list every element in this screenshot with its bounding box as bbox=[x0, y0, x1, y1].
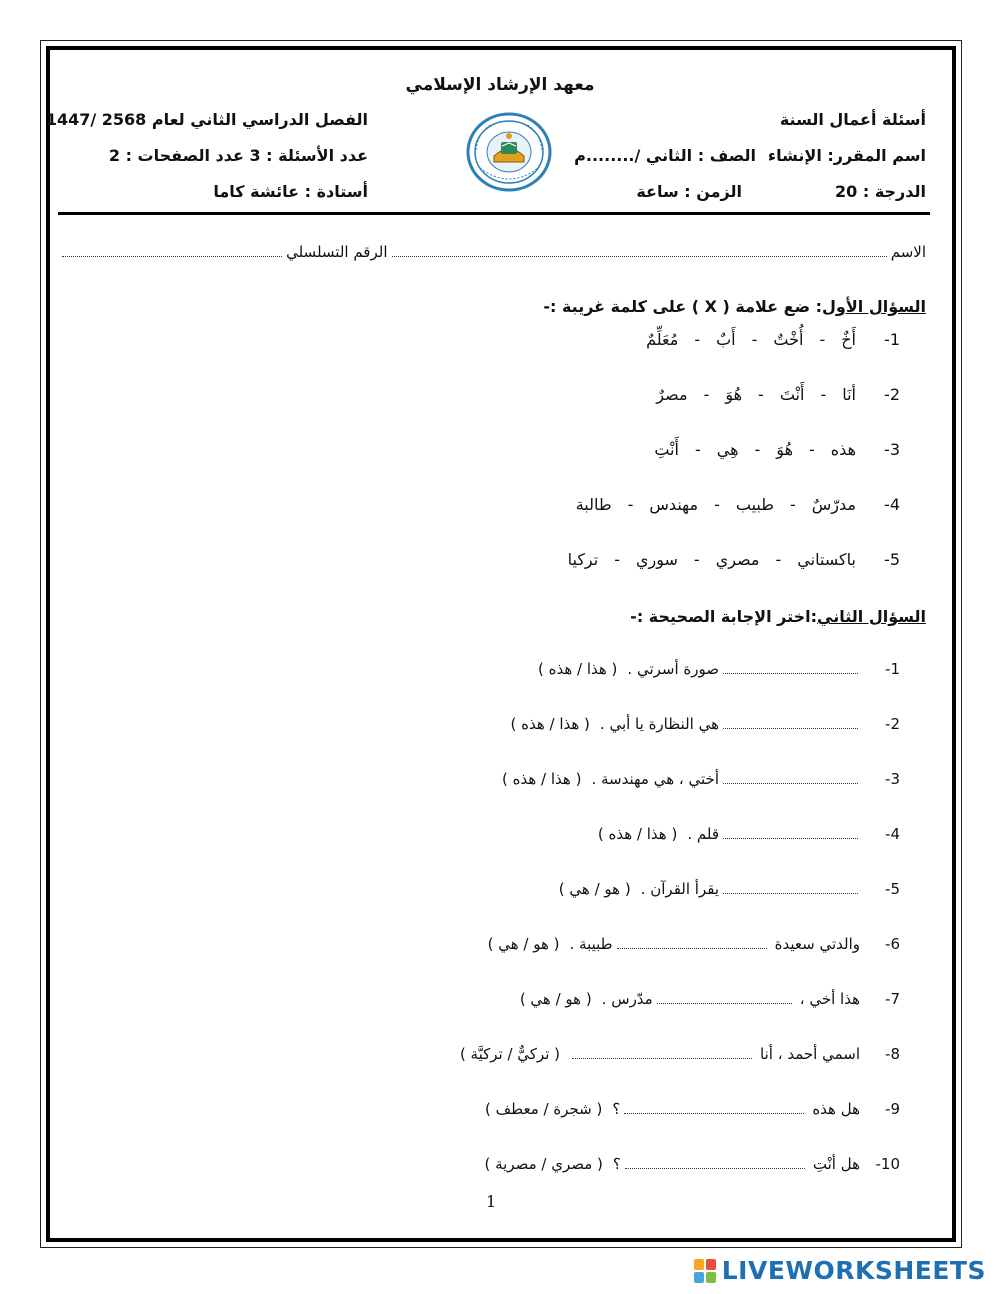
question2-choices[interactable]: ( هذا / هذه ) bbox=[510, 715, 590, 733]
question1-word-option[interactable]: أَنْتَ bbox=[779, 385, 805, 404]
question1-word-option[interactable]: مدرّسٌ bbox=[811, 495, 856, 514]
answer-blank[interactable] bbox=[723, 663, 858, 674]
question1-word-option[interactable]: مصرٌ bbox=[656, 385, 688, 404]
question2-instruction: :اختر الإجابة الصحيحة :- bbox=[630, 607, 818, 626]
question2-item bbox=[484, 1155, 900, 1173]
question1-item bbox=[560, 550, 900, 569]
answer-blank[interactable] bbox=[617, 938, 767, 949]
question1-word-option[interactable]: أَنْتِ bbox=[654, 440, 679, 459]
question2-choices[interactable]: ( هذا / هذه ) bbox=[502, 770, 582, 788]
liveworksheets-logo-icon bbox=[694, 1259, 716, 1283]
question2-item bbox=[488, 935, 900, 953]
word-separator: - bbox=[751, 330, 758, 349]
question2-text-after: أختي ، هي مهندسة . bbox=[591, 770, 719, 788]
question1-item-number: 1- bbox=[884, 330, 900, 349]
question1-word-option[interactable]: طبيب bbox=[735, 495, 774, 514]
question1-label: السؤال الأول bbox=[822, 297, 926, 316]
word-separator: - bbox=[775, 550, 782, 569]
question1-item-number: 5- bbox=[884, 550, 900, 569]
question1-word-option[interactable]: تركيا bbox=[567, 550, 599, 569]
question2-choices[interactable]: ( هو / هي ) bbox=[519, 990, 592, 1008]
question1-item-number: 2- bbox=[884, 385, 900, 404]
question1-word-option[interactable]: مُعَلِّمٌ bbox=[646, 330, 679, 349]
question2-item-number: 7- bbox=[885, 990, 900, 1008]
question1-word-option[interactable]: هِي bbox=[716, 440, 739, 459]
name-label: الاسم bbox=[890, 243, 926, 261]
question1-item-number: 3- bbox=[884, 440, 900, 459]
question2-choices[interactable]: ( هو / هي ) bbox=[558, 880, 631, 898]
question2-item-number: 4- bbox=[885, 825, 900, 843]
question2-item bbox=[460, 1045, 900, 1063]
question2-text-after: هي النظارة يا أبي . bbox=[599, 715, 719, 733]
question2-text-before: والدتي سعيدة bbox=[774, 935, 860, 953]
brand-watermark bbox=[694, 1256, 986, 1285]
question1-word-option[interactable]: أَبٌ bbox=[716, 330, 736, 349]
word-separator: - bbox=[754, 440, 761, 459]
answer-blank[interactable] bbox=[657, 993, 792, 1004]
question2-item-number: 2- bbox=[885, 715, 900, 733]
word-separator: - bbox=[614, 550, 620, 569]
header-semester: الفصل الدراسي الثاني لعام 2568 /1447 bbox=[45, 110, 368, 129]
question1-word-option[interactable]: مصري bbox=[715, 550, 760, 569]
word-separator: - bbox=[703, 385, 710, 404]
question2-text-after: مدّرس . bbox=[601, 990, 653, 1008]
question2-item-number: 3- bbox=[885, 770, 900, 788]
word-separator: - bbox=[819, 330, 826, 349]
institute-emblem-icon bbox=[466, 112, 552, 192]
question2-label: السؤال الثاني bbox=[817, 607, 926, 626]
answer-blank[interactable] bbox=[723, 883, 858, 894]
question2-item-number: 8- bbox=[885, 1045, 900, 1063]
question2-text-after: طبيبة . bbox=[569, 935, 613, 953]
question2-item bbox=[502, 770, 900, 788]
question1-item-number: 4- bbox=[884, 495, 900, 514]
question2-item bbox=[538, 660, 900, 678]
question2-item-number: 6- bbox=[885, 935, 900, 953]
answer-blank[interactable] bbox=[625, 1158, 805, 1169]
brand-name: LIVEWORKSHEETS bbox=[721, 1256, 986, 1285]
serial-field[interactable] bbox=[62, 242, 282, 257]
question2-heading bbox=[630, 607, 926, 626]
word-separator: - bbox=[694, 330, 701, 349]
question1-instruction: : ضع علامة ( X ) على كلمة غريبة :- bbox=[543, 297, 823, 316]
question2-text-before: هل أنْتِ bbox=[812, 1155, 860, 1173]
question2-item bbox=[485, 1100, 900, 1118]
question1-word-option[interactable]: أُخْتٌ bbox=[773, 330, 804, 349]
question1-item bbox=[646, 440, 900, 459]
question2-text-before: هل هذه bbox=[812, 1100, 860, 1118]
answer-blank[interactable] bbox=[723, 828, 858, 839]
page-number: 1 bbox=[486, 1192, 497, 1211]
serial-label: الرقم التسلسلي bbox=[286, 243, 388, 261]
question1-item bbox=[638, 330, 900, 349]
question1-word-option[interactable]: باكستاني bbox=[797, 550, 856, 569]
question1-item bbox=[568, 495, 900, 514]
question2-choices[interactable]: ( تركيٌّ / تركيَّة ) bbox=[459, 1045, 561, 1063]
header-duration: الزمن : ساعة bbox=[636, 182, 742, 201]
question1-word-option[interactable]: مهندس bbox=[649, 495, 699, 514]
question1-word-option[interactable]: هذه bbox=[830, 440, 856, 459]
question2-text-before: هذا أخي ، bbox=[799, 990, 860, 1008]
question2-item-number: 5- bbox=[885, 880, 900, 898]
question2-choices[interactable]: ( شجرة / معطف ) bbox=[485, 1100, 603, 1118]
word-separator: - bbox=[789, 495, 796, 514]
header-grade: الدرجة : 20 bbox=[835, 182, 926, 201]
answer-blank[interactable] bbox=[572, 1048, 752, 1059]
student-info-row bbox=[58, 242, 926, 261]
question1-heading bbox=[543, 297, 926, 316]
answer-blank[interactable] bbox=[723, 718, 858, 729]
question2-text-before: اسمي أحمد ، أنا bbox=[760, 1045, 860, 1063]
question1-word-option[interactable]: هُوَ bbox=[725, 385, 743, 404]
header-teacher: أستادة : عائشة كاما bbox=[213, 182, 368, 201]
word-separator: - bbox=[627, 495, 634, 514]
question2-text-after: ؟ bbox=[612, 1100, 621, 1118]
question2-text-after: ؟ bbox=[612, 1155, 621, 1173]
header-question-count: عدد الأسئلة : 3 عدد الصفحات : 2 bbox=[108, 146, 368, 165]
answer-blank[interactable] bbox=[723, 773, 858, 784]
question2-item-number: 10- bbox=[875, 1155, 900, 1173]
question2-item bbox=[520, 990, 900, 1008]
header-exam-type: أسئلة أعمال السنة bbox=[779, 110, 926, 129]
question2-choices[interactable]: ( هذا / هذه ) bbox=[537, 660, 618, 678]
question2-text-after: صورة أسرتي . bbox=[627, 660, 719, 678]
word-separator: - bbox=[809, 440, 815, 459]
question2-choices[interactable]: ( هو / هي ) bbox=[487, 935, 560, 953]
word-separator: - bbox=[694, 440, 701, 459]
question2-item bbox=[510, 715, 900, 733]
header-course-name: اسم المقرر: الإنشاء bbox=[767, 146, 926, 165]
question2-item-number: 1- bbox=[885, 660, 900, 678]
header-class: الصف : الثاني /........م bbox=[574, 146, 756, 165]
question2-choices[interactable]: ( هذا / هذه ) bbox=[597, 825, 678, 843]
answer-blank[interactable] bbox=[624, 1103, 804, 1114]
institute-title: معهد الإرشاد الإسلامي bbox=[405, 75, 595, 95]
question2-item bbox=[598, 825, 900, 843]
question1-word-option[interactable]: سوري bbox=[636, 550, 678, 569]
question1-item bbox=[648, 385, 900, 404]
word-separator: - bbox=[758, 385, 764, 404]
word-separator: - bbox=[693, 550, 700, 569]
question1-word-option[interactable]: هُوَ bbox=[776, 440, 793, 459]
question2-text-after: قلم . bbox=[687, 825, 719, 843]
question2-choices[interactable]: ( مصري / مصرية ) bbox=[484, 1155, 603, 1173]
question1-word-option[interactable]: أنَا bbox=[842, 385, 856, 404]
question2-item-number: 9- bbox=[885, 1100, 900, 1118]
question2-item bbox=[559, 880, 900, 898]
question1-word-option[interactable]: أَخٌ bbox=[841, 330, 856, 349]
name-field[interactable] bbox=[392, 242, 887, 257]
header-divider bbox=[58, 212, 930, 215]
question1-word-option[interactable]: طالبة bbox=[575, 495, 612, 514]
word-separator: - bbox=[714, 495, 720, 514]
question2-text-after: يقرأ القرآن . bbox=[640, 880, 719, 898]
word-separator: - bbox=[820, 385, 827, 404]
